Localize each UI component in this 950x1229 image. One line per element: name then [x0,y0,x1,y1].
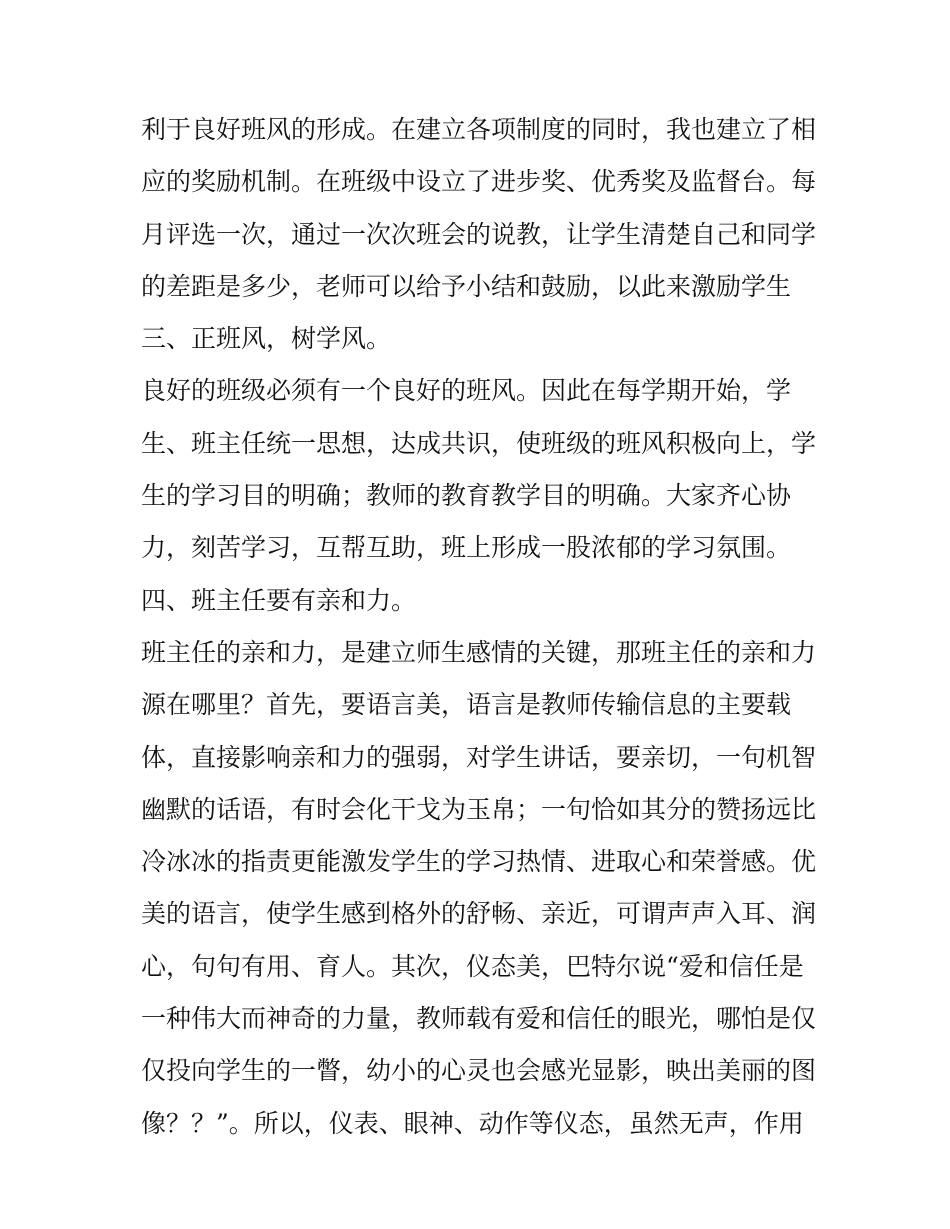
text-line-14: 幽默的话语，有时会化干戈为玉帛；一句恰如其分的赞扬远比 [141,794,817,824]
section-heading-4: 四、班主任要有亲和力。 [141,585,417,615]
text-line-9: 力，刻苦学习，互帮互助，班上形成一股浓郁的学习氛围。 [141,533,792,563]
text-line-4: 的差距是多少，老师可以给予小结和鼓励，以此来激励学生 [141,271,792,301]
text-line-1: 利于良好班风的形成。在建立各项制度的同时，我也建立了相 [141,115,817,144]
text-line-15: 冷冰冰的指责更能激发学生的学习热情、进取心和荣誉感。优 [141,847,817,877]
text-line-3: 月评选一次，通过一次次班会的说教，让学生清楚自己和同学 [141,219,817,249]
text-line-11: 班主任的亲和力，是建立师生感情的关键，那班主任的亲和力 [141,637,817,667]
text-line-2: 应的奖励机制。在班级中设立了进步奖、优秀奖及监督台。每 [141,167,817,197]
text-line-18: 一种伟大而神奇的力量，教师载有爱和信任的眼光，哪怕是仅 [141,1004,817,1034]
text-line-6: 良好的班级必须有一个良好的班风。因此在每学期开始，学 [141,376,792,406]
text-line-20: 像？？”。所以，仪表、眼神、动作等仪态，虽然无声，作用 [141,1108,804,1138]
section-heading-3: 三、正班风，树学风。 [141,324,392,354]
text-line-16: 美的语言，使学生感到格外的舒畅、亲近，可谓声声入耳、润 [141,899,817,929]
body-text [141,104,821,1150]
text-line-13: 体，直接影响亲和力的强弱，对学生讲话，要亲切，一句机智 [141,742,817,772]
text-line-19: 仅投向学生的一瞥，幼小的心灵也会感光显影，映出美丽的图 [141,1056,817,1086]
text-line-8: 生的学习目的明确；教师的教育教学目的明确。大家齐心协 [141,481,792,511]
text-line-7: 生、班主任统一思想，达成共识，使班级的班风积极向上，学 [141,428,817,458]
text-line-12: 源在哪里？首先，要语言美，语言是教师传输信息的主要载 [141,690,792,720]
text-line-17: 心，句句有用、育人。其次，仪态美，巴特尔说“爱和信任是 [141,951,804,981]
